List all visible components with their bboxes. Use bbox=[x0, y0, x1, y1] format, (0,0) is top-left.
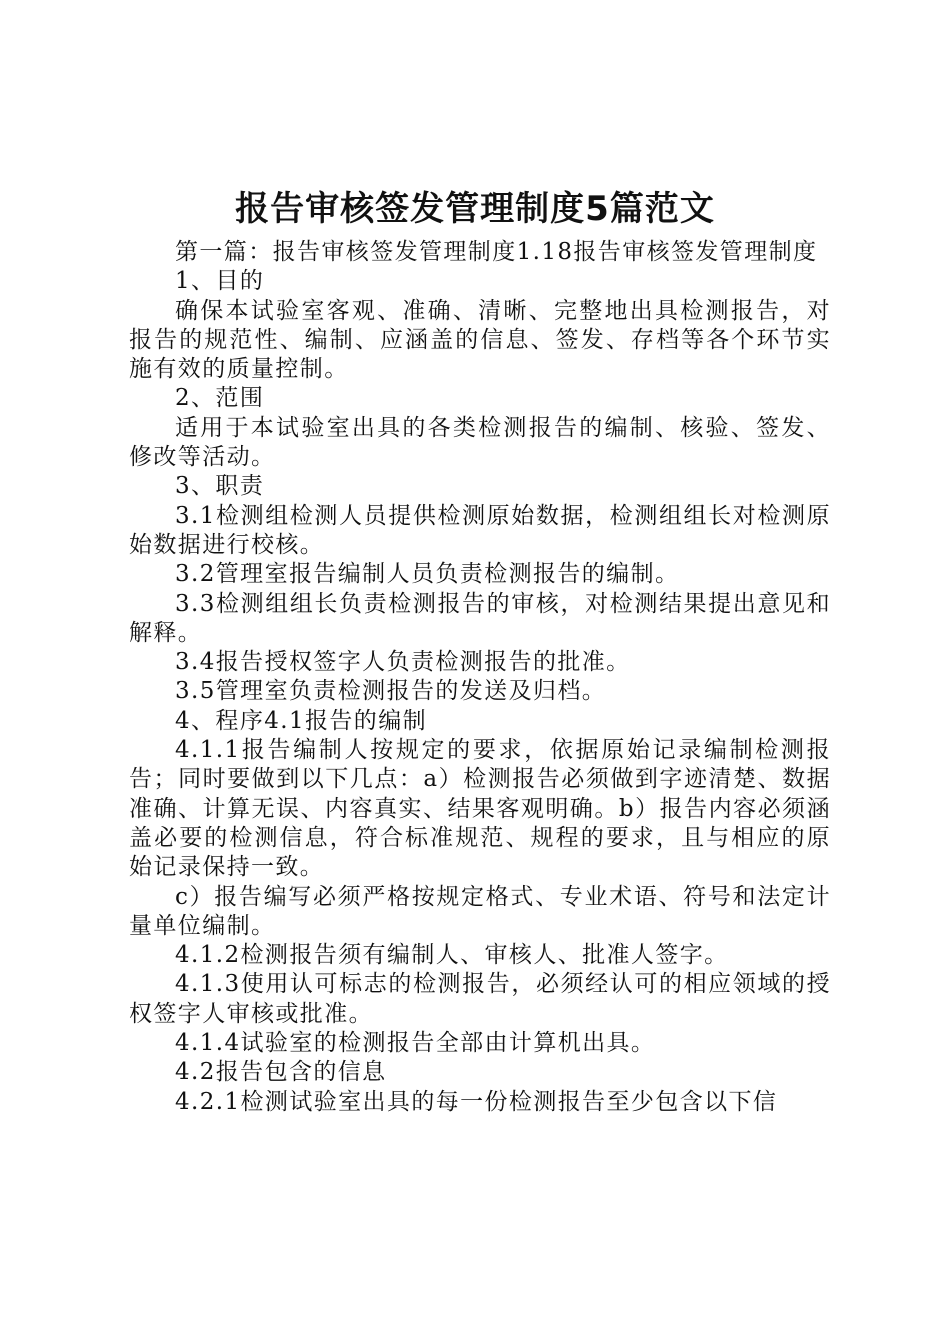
paragraph-7: 3.1检测组检测人员提供检测原始数据，检测组组长对检测原始数据进行校核。 bbox=[129, 502, 831, 558]
document-title: 报告审核签发管理制度5篇范文 bbox=[235, 189, 715, 229]
paragraph-13: 4.1.1报告编制人按规定的要求，依据原始记录编制检测报告；同时要做到以下几点：a）检测报告必须做到字迹清楚、数据准确、计算无误、内容真实、结果客观明确。b）报告内容必须涵盖必要的检测信息，符合标准规范、规程的要求，且与相应的原始记录保持一致。 bbox=[129, 737, 831, 881]
paragraph-2: 1、目的 bbox=[175, 268, 265, 295]
paragraph-1: 第一篇：报告审核签发管理制度1.18报告审核签发管理制度 bbox=[175, 239, 818, 265]
document-body bbox=[129, 238, 831, 1117]
paragraph-4: 2、范围 bbox=[175, 385, 265, 412]
paragraph-16: 4.1.3使用认可标志的检测报告，必须经认可的相应领域的授权签字人审核或批准。 bbox=[129, 971, 831, 1027]
paragraph-19: 4.2.1检测试验室出具的每一份检测报告至少包含以下信 bbox=[175, 1088, 778, 1115]
paragraph-15: 4.1.2检测报告须有编制人、审核人、批准人签字。 bbox=[175, 942, 729, 969]
paragraph-11: 3.5管理室负责检测报告的发送及归档。 bbox=[175, 678, 607, 705]
paragraph-3: 确保本试验室客观、准确、清晰、完整地出具检测报告，对报告的规范性、编制、应涵盖的信息、签发、存档等各个环节实施有效的质量控制。 bbox=[129, 297, 831, 383]
paragraph-12: 4、程序4.1报告的编制 bbox=[175, 707, 428, 734]
paragraph-18: 4.2报告包含的信息 bbox=[175, 1059, 387, 1086]
paragraph-17: 4.1.4试验室的检测报告全部由计算机出具。 bbox=[175, 1030, 656, 1057]
paragraph-10: 3.4报告授权签字人负责检测报告的批准。 bbox=[175, 649, 631, 676]
paragraph-6: 3、职责 bbox=[175, 473, 265, 500]
paragraph-14: c）报告编写必须严格按规定格式、专业术语、符号和法定计量单位编制。 bbox=[129, 883, 831, 939]
paragraph-5: 适用于本试验室出具的各类检测报告的编制、核验、签发、修改等活动。 bbox=[129, 414, 831, 471]
paragraph-9: 3.3检测组组长负责检测报告的审核，对检测结果提出意见和解释。 bbox=[129, 590, 831, 646]
paragraph-8: 3.2管理室报告编制人员负责检测报告的编制。 bbox=[175, 561, 680, 588]
